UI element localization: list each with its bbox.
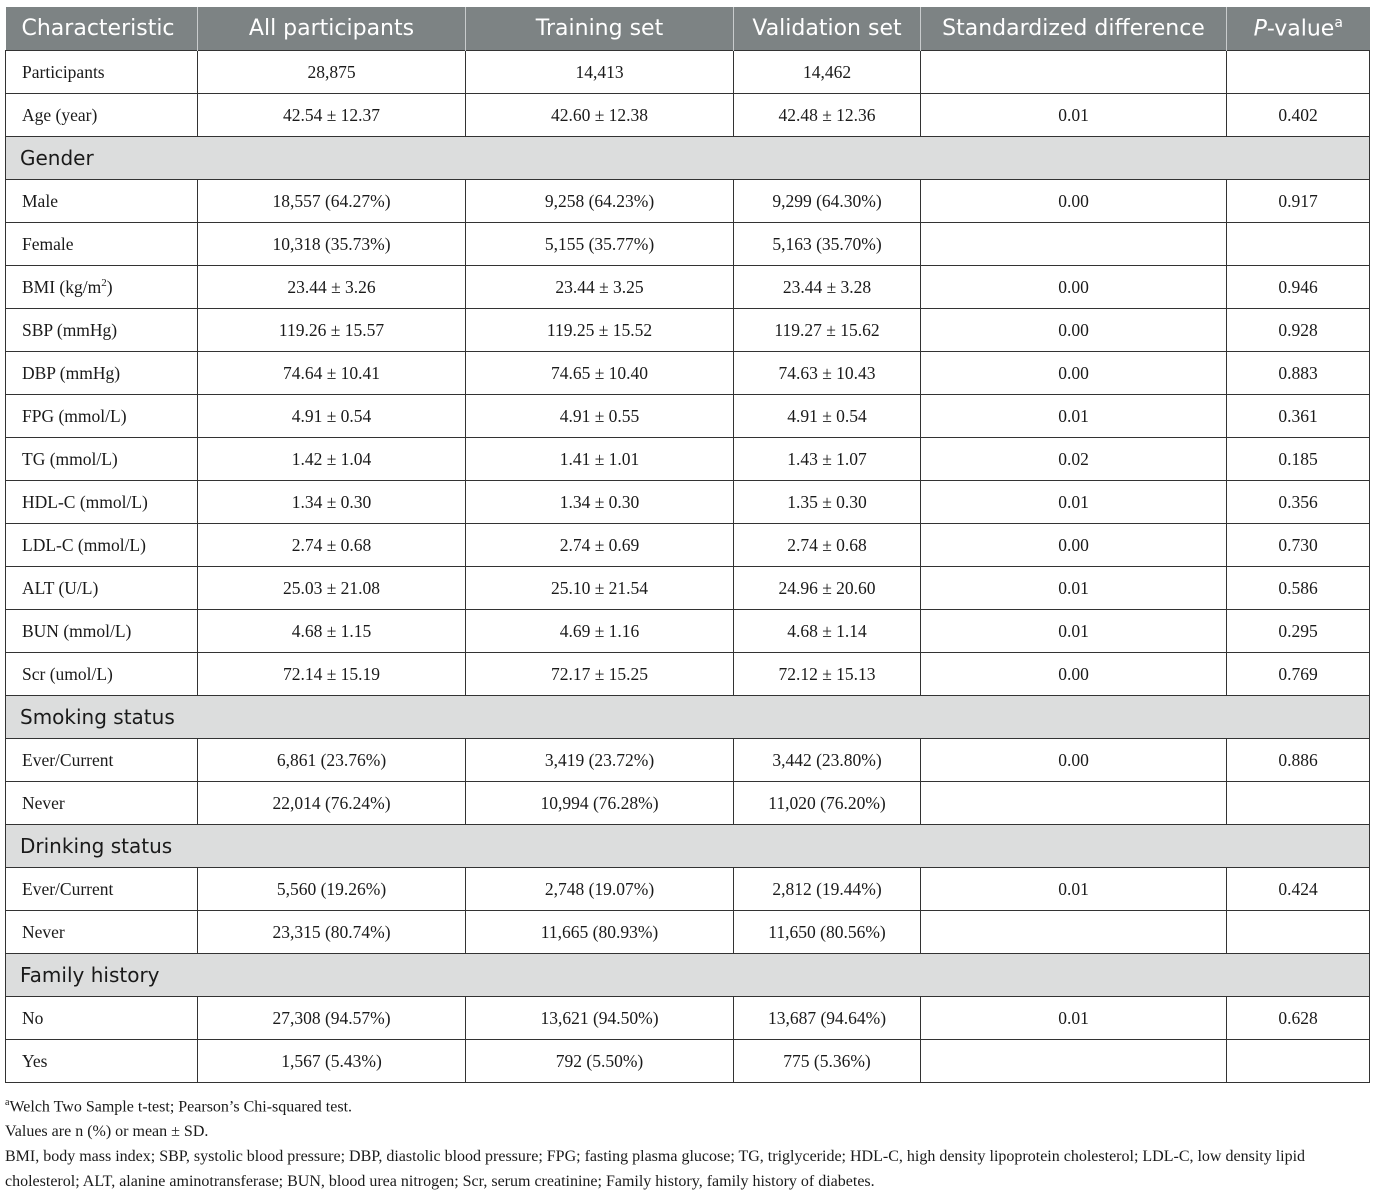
cell-validation-set: 13,687 (94.64%) bbox=[734, 997, 921, 1040]
cell-all-participants: 27,308 (94.57%) bbox=[198, 997, 466, 1040]
header-all-participants: All participants bbox=[198, 7, 466, 51]
cell-training-set: 2.74 ± 0.69 bbox=[466, 524, 734, 567]
row-label-tail: ) bbox=[106, 276, 113, 297]
header-characteristic: Characteristic bbox=[6, 7, 198, 51]
row-label-cell bbox=[6, 395, 198, 438]
cell-standardized-difference: 0.01 bbox=[921, 567, 1227, 610]
cell-training-set: 1.41 ± 1.01 bbox=[466, 438, 734, 481]
cell-validation-set: 1.35 ± 0.30 bbox=[734, 481, 921, 524]
cell-p-value: 0.424 bbox=[1227, 868, 1370, 911]
cell-validation-set: 4.91 ± 0.54 bbox=[734, 395, 921, 438]
row-label-cell bbox=[6, 782, 198, 825]
row-label-cell bbox=[6, 481, 198, 524]
cell-all-participants: 28,875 bbox=[198, 51, 466, 94]
header-p-value bbox=[1227, 7, 1370, 51]
table-row bbox=[6, 997, 1370, 1040]
cell-standardized-difference bbox=[921, 51, 1227, 94]
row-label-cell bbox=[6, 352, 198, 395]
cell-training-set: 42.60 ± 12.38 bbox=[466, 94, 734, 137]
section-label: Gender bbox=[6, 137, 1370, 180]
cell-p-value: 0.402 bbox=[1227, 94, 1370, 137]
cell-p-value: 0.917 bbox=[1227, 180, 1370, 223]
cell-p-value: 0.883 bbox=[1227, 352, 1370, 395]
cell-standardized-difference bbox=[921, 782, 1227, 825]
cell-training-set: 11,665 (80.93%) bbox=[466, 911, 734, 954]
cell-validation-set: 5,163 (35.70%) bbox=[734, 223, 921, 266]
cell-validation-set: 74.63 ± 10.43 bbox=[734, 352, 921, 395]
table-row bbox=[6, 911, 1370, 954]
row-label: Participants bbox=[22, 61, 105, 82]
cell-training-set: 74.65 ± 10.40 bbox=[466, 352, 734, 395]
cell-training-set: 5,155 (35.77%) bbox=[466, 223, 734, 266]
table-row bbox=[6, 567, 1370, 610]
cell-training-set: 792 (5.50%) bbox=[466, 1040, 734, 1083]
table-row bbox=[6, 739, 1370, 782]
table-row bbox=[6, 610, 1370, 653]
cell-p-value: 0.361 bbox=[1227, 395, 1370, 438]
cell-all-participants: 1.42 ± 1.04 bbox=[198, 438, 466, 481]
cell-training-set: 23.44 ± 3.25 bbox=[466, 266, 734, 309]
footnote-a-marker: a bbox=[5, 1097, 10, 1108]
cell-validation-set: 2,812 (19.44%) bbox=[734, 868, 921, 911]
cell-all-participants: 6,861 (23.76%) bbox=[198, 739, 466, 782]
row-label: TG (mmol/L) bbox=[22, 448, 118, 469]
cell-all-participants: 1.34 ± 0.30 bbox=[198, 481, 466, 524]
cell-training-set: 72.17 ± 15.25 bbox=[466, 653, 734, 696]
cell-training-set: 9,258 (64.23%) bbox=[466, 180, 734, 223]
cell-p-value bbox=[1227, 782, 1370, 825]
cell-validation-set: 14,462 bbox=[734, 51, 921, 94]
cell-validation-set: 4.68 ± 1.14 bbox=[734, 610, 921, 653]
row-label-cell bbox=[6, 610, 198, 653]
row-label: DBP (mmHg) bbox=[22, 362, 121, 383]
cell-all-participants: 74.64 ± 10.41 bbox=[198, 352, 466, 395]
row-label-cell bbox=[6, 438, 198, 481]
row-label-cell bbox=[6, 911, 198, 954]
row-label: Ever/Current bbox=[22, 878, 114, 899]
table-row bbox=[6, 868, 1370, 911]
header-standardized-difference: Standardized difference bbox=[921, 7, 1227, 51]
table-row bbox=[6, 352, 1370, 395]
cell-standardized-difference bbox=[921, 223, 1227, 266]
row-label-cell bbox=[6, 309, 198, 352]
cell-standardized-difference bbox=[921, 911, 1227, 954]
cell-training-set: 10,994 (76.28%) bbox=[466, 782, 734, 825]
cell-all-participants: 42.54 ± 12.37 bbox=[198, 94, 466, 137]
table-row bbox=[6, 782, 1370, 825]
header-validation-set: Validation set bbox=[734, 7, 921, 51]
table-body bbox=[6, 51, 1370, 1083]
cell-all-participants: 1,567 (5.43%) bbox=[198, 1040, 466, 1083]
cell-standardized-difference: 0.00 bbox=[921, 352, 1227, 395]
table-row bbox=[6, 94, 1370, 137]
row-label: BUN (mmol/L) bbox=[22, 620, 132, 641]
cell-all-participants: 18,557 (64.27%) bbox=[198, 180, 466, 223]
section-label: Family history bbox=[6, 954, 1370, 997]
row-label-cell bbox=[6, 567, 198, 610]
table-row bbox=[6, 481, 1370, 524]
table-row bbox=[6, 395, 1370, 438]
header-p-sup: a bbox=[1334, 15, 1343, 32]
section-row bbox=[6, 696, 1370, 739]
cell-training-set: 25.10 ± 21.54 bbox=[466, 567, 734, 610]
cell-p-value: 0.886 bbox=[1227, 739, 1370, 782]
row-label: Male bbox=[22, 190, 58, 211]
cell-p-value bbox=[1227, 911, 1370, 954]
row-label: Age (year) bbox=[22, 104, 98, 125]
footnote-abbreviations: BMI, body mass index; SBP, systolic blood pressure; DBP, diastolic blood pressure; FPG; fasting plasma glucose; TG, triglyceride; HDL-C, high density lipoprotein cholesterol; LDL-C, low density lipid cholesterol; ALT, alanine aminotransferase; BUN, blood urea nitrogen; Scr, serum creatinine; Family history, family history of diabetes. bbox=[5, 1148, 1306, 1191]
cell-p-value bbox=[1227, 223, 1370, 266]
cell-all-participants: 25.03 ± 21.08 bbox=[198, 567, 466, 610]
cell-validation-set: 3,442 (23.80%) bbox=[734, 739, 921, 782]
cell-p-value: 0.946 bbox=[1227, 266, 1370, 309]
cell-validation-set: 9,299 (64.30%) bbox=[734, 180, 921, 223]
row-label: Scr (umol/L) bbox=[22, 663, 113, 684]
row-label: SBP (mmHg) bbox=[22, 319, 118, 340]
cell-p-value bbox=[1227, 1040, 1370, 1083]
row-label: LDL-C (mmol/L) bbox=[22, 534, 146, 555]
cell-all-participants: 23,315 (80.74%) bbox=[198, 911, 466, 954]
header-p-italic: P bbox=[1253, 16, 1267, 42]
cell-all-participants: 4.91 ± 0.54 bbox=[198, 395, 466, 438]
cell-p-value: 0.185 bbox=[1227, 438, 1370, 481]
cell-training-set: 1.34 ± 0.30 bbox=[466, 481, 734, 524]
cell-p-value: 0.295 bbox=[1227, 610, 1370, 653]
row-label-cell bbox=[6, 51, 198, 94]
cell-standardized-difference: 0.01 bbox=[921, 868, 1227, 911]
cell-all-participants: 2.74 ± 0.68 bbox=[198, 524, 466, 567]
cell-standardized-difference: 0.00 bbox=[921, 653, 1227, 696]
characteristics-table bbox=[5, 7, 1370, 1083]
row-label: Ever/Current bbox=[22, 749, 114, 770]
table-row bbox=[6, 653, 1370, 696]
cell-validation-set: 119.27 ± 15.62 bbox=[734, 309, 921, 352]
table-footnotes bbox=[5, 1090, 1373, 1194]
cell-training-set: 4.69 ± 1.16 bbox=[466, 610, 734, 653]
section-row bbox=[6, 137, 1370, 180]
row-label: Never bbox=[22, 921, 65, 942]
cell-validation-set: 775 (5.36%) bbox=[734, 1040, 921, 1083]
row-label: No bbox=[22, 1007, 44, 1028]
row-label-cell bbox=[6, 94, 198, 137]
cell-standardized-difference: 0.00 bbox=[921, 739, 1227, 782]
cell-standardized-difference: 0.01 bbox=[921, 610, 1227, 653]
section-row bbox=[6, 825, 1370, 868]
header-row bbox=[6, 7, 1370, 51]
row-label: HDL-C (mmol/L) bbox=[22, 491, 148, 512]
row-label: Female bbox=[22, 233, 74, 254]
cell-p-value bbox=[1227, 51, 1370, 94]
header-training-set: Training set bbox=[466, 7, 734, 51]
row-label-cell bbox=[6, 1040, 198, 1083]
table-row bbox=[6, 51, 1370, 94]
cell-training-set: 3,419 (23.72%) bbox=[466, 739, 734, 782]
footnote-a bbox=[5, 1090, 1373, 1119]
cell-validation-set: 23.44 ± 3.28 bbox=[734, 266, 921, 309]
cell-training-set: 119.25 ± 15.52 bbox=[466, 309, 734, 352]
cell-all-participants: 72.14 ± 15.19 bbox=[198, 653, 466, 696]
cell-standardized-difference: 0.01 bbox=[921, 94, 1227, 137]
row-label: BMI (kg/m bbox=[22, 276, 102, 297]
cell-p-value: 0.356 bbox=[1227, 481, 1370, 524]
row-label-superscript: 2 bbox=[101, 276, 107, 289]
cell-standardized-difference bbox=[921, 1040, 1227, 1083]
cell-standardized-difference: 0.01 bbox=[921, 997, 1227, 1040]
row-label-cell bbox=[6, 739, 198, 782]
table-row bbox=[6, 180, 1370, 223]
cell-validation-set: 11,020 (76.20%) bbox=[734, 782, 921, 825]
row-label: Never bbox=[22, 792, 65, 813]
cell-validation-set: 72.12 ± 15.13 bbox=[734, 653, 921, 696]
row-label-cell bbox=[6, 653, 198, 696]
footnote-values: Values are n (%) or mean ± SD. bbox=[5, 1123, 209, 1141]
cell-all-participants: 5,560 (19.26%) bbox=[198, 868, 466, 911]
cell-validation-set: 2.74 ± 0.68 bbox=[734, 524, 921, 567]
cell-training-set: 13,621 (94.50%) bbox=[466, 997, 734, 1040]
cell-validation-set: 11,650 (80.56%) bbox=[734, 911, 921, 954]
cell-validation-set: 42.48 ± 12.36 bbox=[734, 94, 921, 137]
row-label-cell bbox=[6, 266, 198, 309]
row-label: ALT (U/L) bbox=[22, 577, 99, 598]
row-label-cell bbox=[6, 180, 198, 223]
section-label: Drinking status bbox=[6, 825, 1370, 868]
cell-all-participants: 4.68 ± 1.15 bbox=[198, 610, 466, 653]
cell-training-set: 4.91 ± 0.55 bbox=[466, 395, 734, 438]
cell-standardized-difference: 0.00 bbox=[921, 309, 1227, 352]
cell-p-value: 0.628 bbox=[1227, 997, 1370, 1040]
cell-validation-set: 24.96 ± 20.60 bbox=[734, 567, 921, 610]
row-label-cell bbox=[6, 997, 198, 1040]
section-row bbox=[6, 954, 1370, 997]
cell-standardized-difference: 0.00 bbox=[921, 180, 1227, 223]
cell-p-value: 0.730 bbox=[1227, 524, 1370, 567]
table-container bbox=[5, 7, 1369, 1083]
cell-p-value: 0.586 bbox=[1227, 567, 1370, 610]
cell-all-participants: 23.44 ± 3.26 bbox=[198, 266, 466, 309]
table-row bbox=[6, 223, 1370, 266]
cell-standardized-difference: 0.01 bbox=[921, 395, 1227, 438]
cell-standardized-difference: 0.00 bbox=[921, 266, 1227, 309]
cell-p-value: 0.928 bbox=[1227, 309, 1370, 352]
row-label-cell bbox=[6, 524, 198, 567]
row-label: Yes bbox=[22, 1050, 48, 1071]
table-row bbox=[6, 438, 1370, 481]
row-label-cell bbox=[6, 868, 198, 911]
row-label-cell bbox=[6, 223, 198, 266]
header-p-rest: -value bbox=[1266, 16, 1335, 42]
cell-all-participants: 10,318 (35.73%) bbox=[198, 223, 466, 266]
cell-validation-set: 1.43 ± 1.07 bbox=[734, 438, 921, 481]
section-label: Smoking status bbox=[6, 696, 1370, 739]
cell-all-participants: 119.26 ± 15.57 bbox=[198, 309, 466, 352]
footnote-a-text: Welch Two Sample t-test; Pearson’s Chi-squared test. bbox=[9, 1098, 353, 1116]
table-row bbox=[6, 1040, 1370, 1083]
cell-training-set: 14,413 bbox=[466, 51, 734, 94]
cell-standardized-difference: 0.01 bbox=[921, 481, 1227, 524]
cell-standardized-difference: 0.02 bbox=[921, 438, 1227, 481]
row-label: FPG (mmol/L) bbox=[22, 405, 127, 426]
cell-training-set: 2,748 (19.07%) bbox=[466, 868, 734, 911]
table-row bbox=[6, 309, 1370, 352]
table-row bbox=[6, 266, 1370, 309]
cell-standardized-difference: 0.00 bbox=[921, 524, 1227, 567]
table-row bbox=[6, 524, 1370, 567]
cell-p-value: 0.769 bbox=[1227, 653, 1370, 696]
cell-all-participants: 22,014 (76.24%) bbox=[198, 782, 466, 825]
